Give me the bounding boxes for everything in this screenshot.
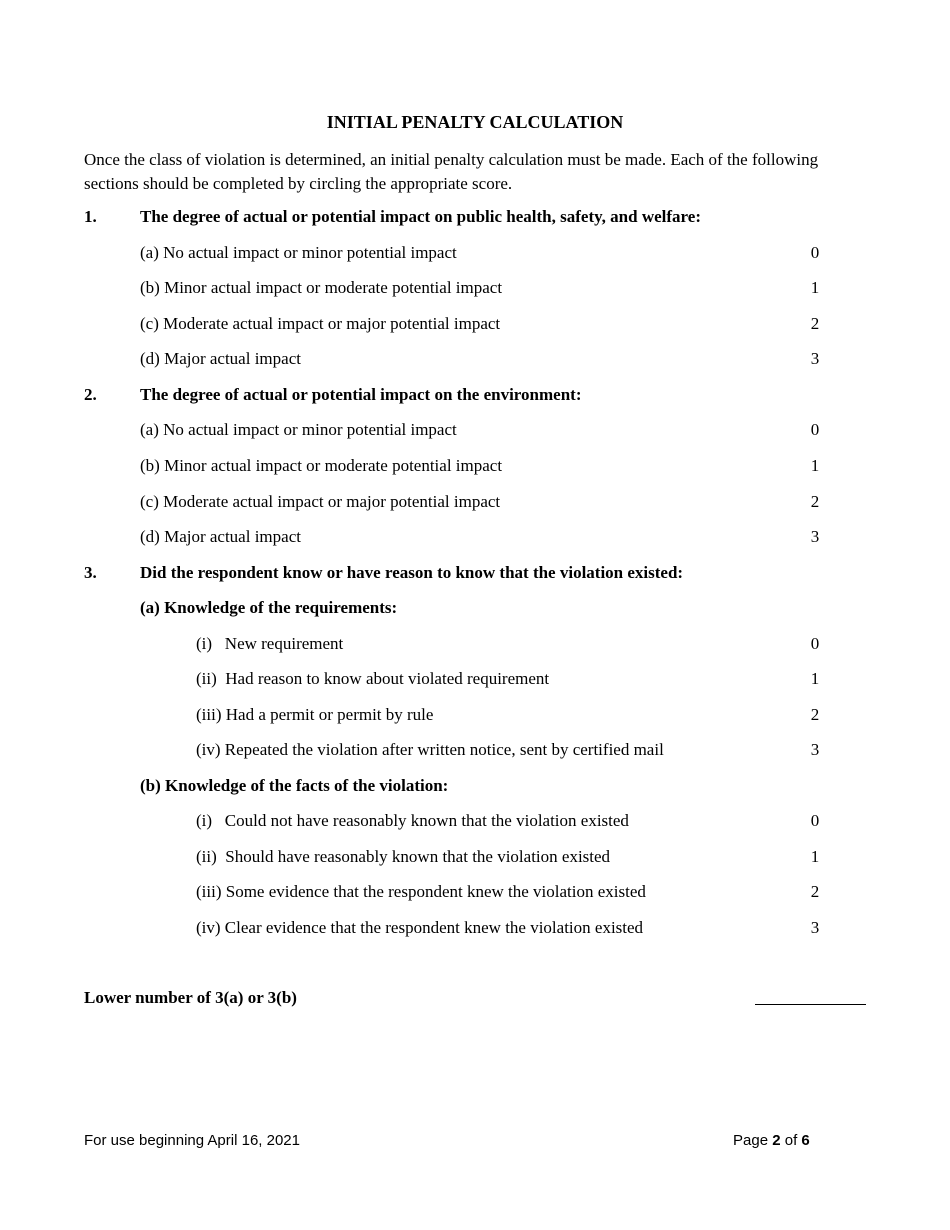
score-blank-line[interactable]: [755, 1004, 866, 1005]
item-label: (ii) Should have reasonably known that the violation existed: [196, 847, 611, 866]
score-row: [0, 667, 950, 691]
section-2-header: [0, 383, 950, 407]
item-label: (i) New requirement: [196, 634, 344, 653]
subsection-heading: (b) Knowledge of the facts of the violation:: [140, 776, 449, 795]
score-row: [0, 525, 950, 549]
score-row: [0, 738, 950, 762]
item-score: 1: [810, 669, 820, 688]
subsection-a-header: [0, 596, 950, 620]
section-number: 3.: [84, 563, 97, 582]
item-score: 1: [810, 278, 820, 297]
item-score: 0: [810, 811, 820, 830]
item-score: 1: [810, 847, 820, 866]
section-number: 2.: [84, 385, 97, 404]
item-label: (c) Moderate actual impact or major potential impact: [140, 314, 501, 333]
section-heading: Did the respondent know or have reason to know that the violation existed:: [140, 563, 684, 582]
item-score: 0: [810, 634, 820, 653]
item-label: (b) Minor actual impact or moderate potential impact: [140, 278, 503, 297]
score-row: [0, 241, 950, 265]
score-row: [0, 916, 950, 940]
score-row: [0, 312, 950, 336]
score-row: [0, 809, 950, 833]
score-row: [0, 490, 950, 514]
item-score: 2: [810, 882, 820, 901]
section-heading: The degree of actual or potential impact on public health, safety, and welfare:: [140, 207, 701, 226]
score-row: [0, 880, 950, 904]
footer-date: For use beginning April 16, 2021: [84, 1132, 300, 1149]
lower-number-label: Lower number of 3(a) or 3(b): [84, 988, 297, 1007]
score-row: [0, 418, 950, 442]
item-score: 2: [810, 314, 820, 333]
score-row: [0, 703, 950, 727]
subsection-b-header: [0, 774, 950, 798]
score-row: [0, 276, 950, 300]
section-number: 1.: [84, 207, 97, 226]
section-heading: The degree of actual or potential impact on the environment:: [140, 385, 582, 404]
item-score: 0: [810, 243, 820, 262]
item-score: 0: [810, 420, 820, 439]
item-label: (iii) Had a permit or permit by rule: [196, 705, 434, 724]
item-score: 3: [810, 349, 820, 368]
item-score: 3: [810, 740, 820, 759]
item-label: (iii) Some evidence that the respondent knew the violation existed: [196, 882, 646, 901]
item-score: 3: [810, 527, 820, 546]
section-1-header: [0, 205, 950, 229]
page-prefix: Page: [733, 1132, 769, 1149]
item-label: (d) Major actual impact: [140, 349, 301, 368]
item-score: 2: [810, 492, 820, 511]
item-label: (a) No actual impact or minor potential impact: [140, 243, 457, 262]
page-current: 2: [772, 1132, 781, 1149]
page-total: 6: [801, 1132, 810, 1149]
section-3-header: [0, 561, 950, 585]
item-score: 2: [810, 705, 820, 724]
item-label: (d) Major actual impact: [140, 527, 301, 546]
item-label: (a) No actual impact or minor potential impact: [140, 420, 457, 439]
score-row: [0, 632, 950, 656]
intro-paragraph: Once the class of violation is determined, an initial penalty calculation must be made. Each of the following sections should be completed by circling the appropriate score.: [84, 150, 819, 193]
item-label: (i) Could not have reasonably known that the violation existed: [196, 811, 629, 830]
subsection-heading: (a) Knowledge of the requirements:: [140, 598, 398, 617]
score-row: [0, 845, 950, 869]
item-label: (ii) Had reason to know about violated requirement: [196, 669, 550, 688]
score-row: [0, 454, 950, 478]
item-score: 1: [810, 456, 820, 475]
page-number: [733, 1132, 810, 1149]
page-of: of: [784, 1132, 798, 1149]
page-title: INITIAL PENALTY CALCULATION: [326, 112, 624, 132]
score-row: [0, 347, 950, 371]
item-label: (b) Minor actual impact or moderate potential impact: [140, 456, 503, 475]
item-label: (iv) Repeated the violation after written notice, sent by certified mail: [196, 740, 664, 759]
item-label: (iv) Clear evidence that the respondent knew the violation existed: [196, 918, 644, 937]
item-label: (c) Moderate actual impact or major potential impact: [140, 492, 501, 511]
item-score: 3: [810, 918, 820, 937]
